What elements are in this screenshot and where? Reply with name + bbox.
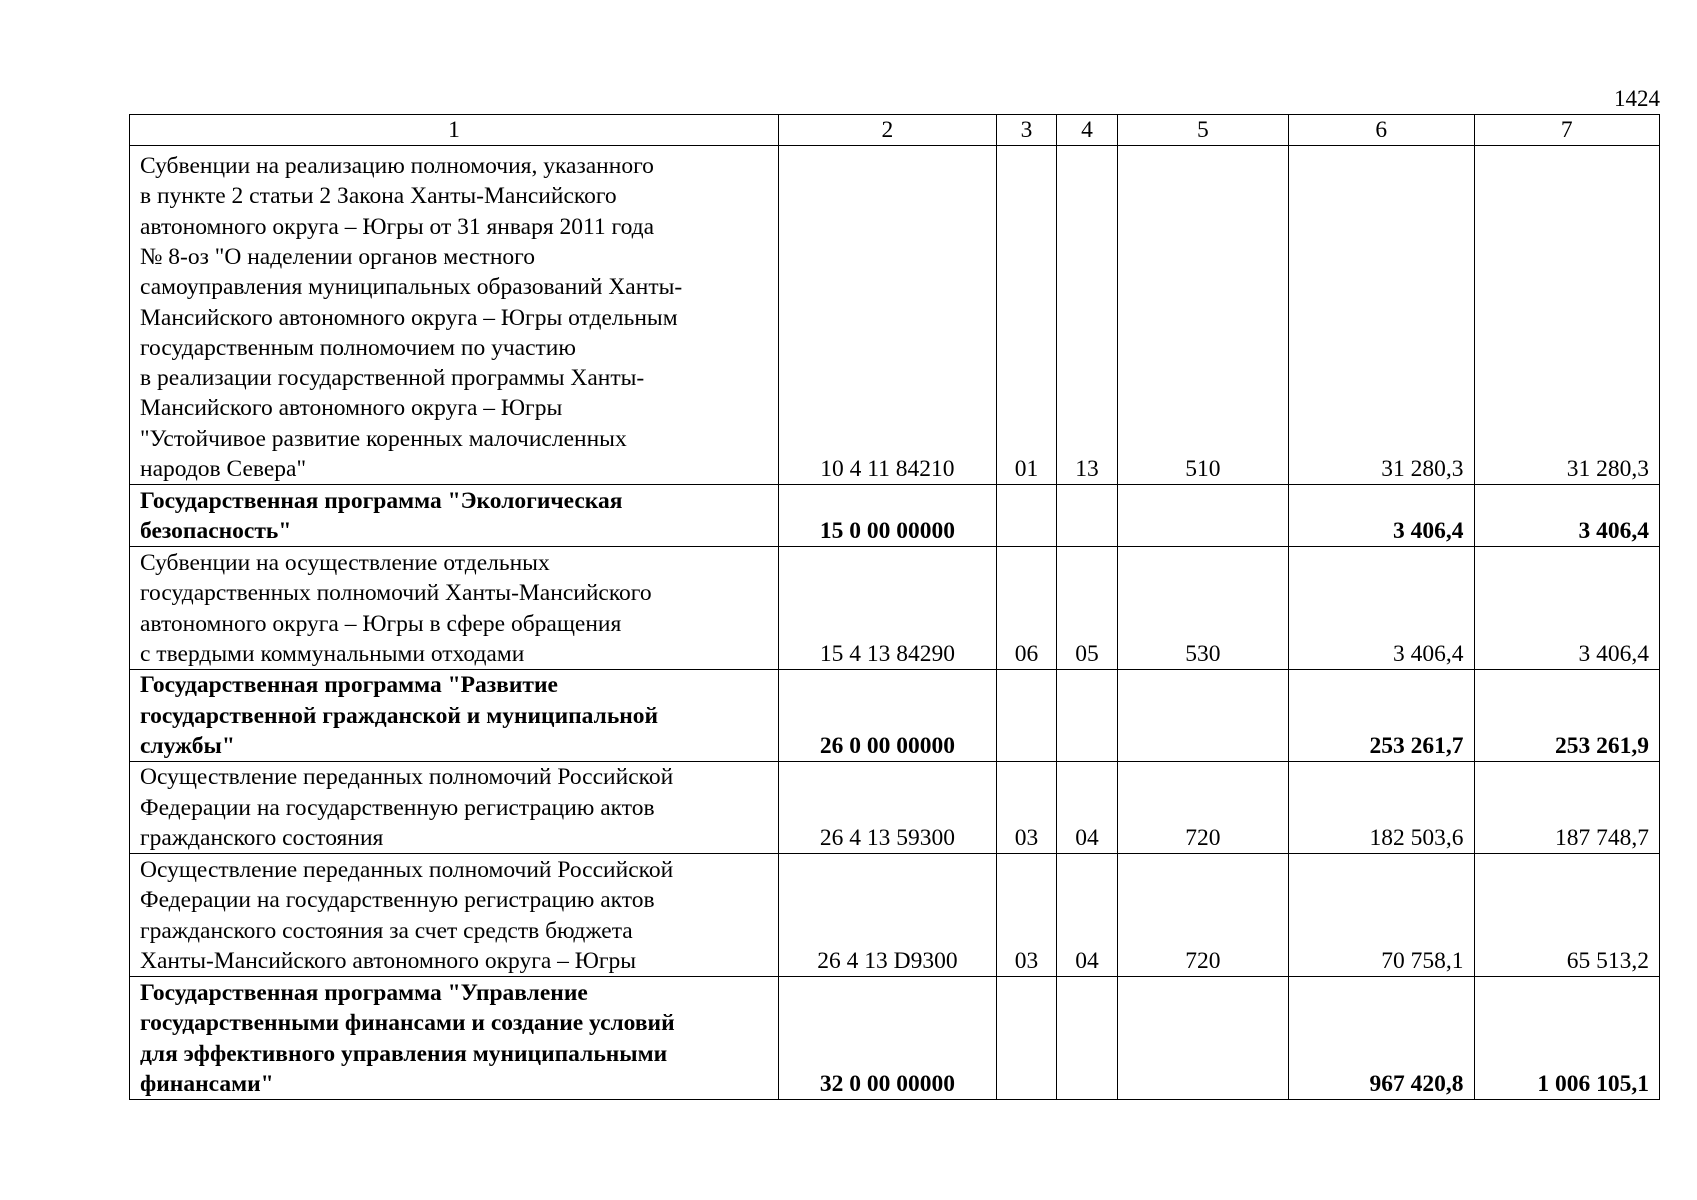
table-row	[130, 854, 1660, 977]
row-col4: 13	[1057, 146, 1117, 485]
row-col3: 01	[996, 146, 1056, 485]
row-code: 10 4 11 84210	[779, 146, 997, 485]
row-col7: 65 513,2	[1474, 854, 1659, 977]
row-col5: 530	[1117, 547, 1288, 670]
row-col7: 187 748,7	[1474, 762, 1659, 854]
row-col4: 04	[1057, 854, 1117, 977]
page-number: 1424	[1614, 86, 1660, 111]
row-code: 15 4 13 84290	[779, 547, 997, 670]
table-row	[130, 977, 1660, 1100]
table-row	[130, 762, 1660, 854]
column-header-2: 2	[779, 115, 997, 146]
row-col6: 31 280,3	[1289, 146, 1474, 485]
row-col6: 253 261,7	[1289, 670, 1474, 762]
table-row	[130, 485, 1660, 547]
row-col5	[1117, 670, 1288, 762]
row-name: Государственная программа "Развитие государственной гражданской и муниципальной службы"	[130, 670, 779, 762]
row-code: 15 0 00 00000	[779, 485, 997, 547]
row-col3: 03	[996, 762, 1056, 854]
row-col6: 182 503,6	[1289, 762, 1474, 854]
row-code: 26 0 00 00000	[779, 670, 997, 762]
table-row	[130, 547, 1660, 670]
column-header-6: 6	[1289, 115, 1474, 146]
column-header-5: 5	[1117, 115, 1288, 146]
row-col6: 70 758,1	[1289, 854, 1474, 977]
row-col4	[1057, 485, 1117, 547]
row-col6: 3 406,4	[1289, 547, 1474, 670]
row-col5: 720	[1117, 762, 1288, 854]
row-name: Государственная программа "Экологическая безопасность"	[130, 485, 779, 547]
row-col7: 31 280,3	[1474, 146, 1659, 485]
column-header-4: 4	[1057, 115, 1117, 146]
row-code: 26 4 13 D9300	[779, 854, 997, 977]
row-col3: 06	[996, 547, 1056, 670]
row-col3	[996, 485, 1056, 547]
table-header-row	[130, 115, 1660, 146]
column-header-1: 1	[130, 115, 779, 146]
row-col7: 253 261,9	[1474, 670, 1659, 762]
row-code: 26 4 13 59300	[779, 762, 997, 854]
row-col4	[1057, 977, 1117, 1100]
row-name: Осуществление переданных полномочий Российской Федерации на государственную регистрацию актов гражданского состояния за счет средств бюджета Ханты-Мансийского автономного округа – Югры	[130, 854, 779, 977]
table-row	[130, 146, 1660, 485]
row-col4: 04	[1057, 762, 1117, 854]
row-col5	[1117, 977, 1288, 1100]
table-row	[130, 670, 1660, 762]
row-col6: 3 406,4	[1289, 485, 1474, 547]
column-header-7: 7	[1474, 115, 1659, 146]
row-col5: 510	[1117, 146, 1288, 485]
column-header-3: 3	[996, 115, 1056, 146]
row-name: Субвенции на реализацию полномочия, указанного в пункте 2 статьи 2 Закона Ханты-Мансийского автономного округа – Югры от 31 января 2011 года № 8-оз "О наделении органов местного самоуправления муниципальных образований Ханты- Мансийского автономного округа – Югры отдельным государственным полномочием по участию в реализации государственной программы Ханты- Мансийского автономного округа – Югры "Устойчивое развитие коренных малочисленных народов Севера"	[130, 146, 779, 485]
row-col6: 967 420,8	[1289, 977, 1474, 1100]
row-col4	[1057, 670, 1117, 762]
row-col5	[1117, 485, 1288, 547]
row-col7: 1 006 105,1	[1474, 977, 1659, 1100]
row-col4: 05	[1057, 547, 1117, 670]
row-code: 32 0 00 00000	[779, 977, 997, 1100]
row-col7: 3 406,4	[1474, 547, 1659, 670]
row-col3	[996, 977, 1056, 1100]
row-col3	[996, 670, 1056, 762]
budget-table	[129, 114, 1660, 1100]
row-col5: 720	[1117, 854, 1288, 977]
row-name: Государственная программа "Управление государственными финансами и создание условий для эффективного управления муниципальными финансами"	[130, 977, 779, 1100]
row-col7: 3 406,4	[1474, 485, 1659, 547]
row-col3: 03	[996, 854, 1056, 977]
row-name: Осуществление переданных полномочий Российской Федерации на государственную регистрацию актов гражданского состояния	[130, 762, 779, 854]
row-name: Субвенции на осуществление отдельных государственных полномочий Ханты-Мансийского автономного округа – Югры в сфере обращения с твердыми коммунальными отходами	[130, 547, 779, 670]
